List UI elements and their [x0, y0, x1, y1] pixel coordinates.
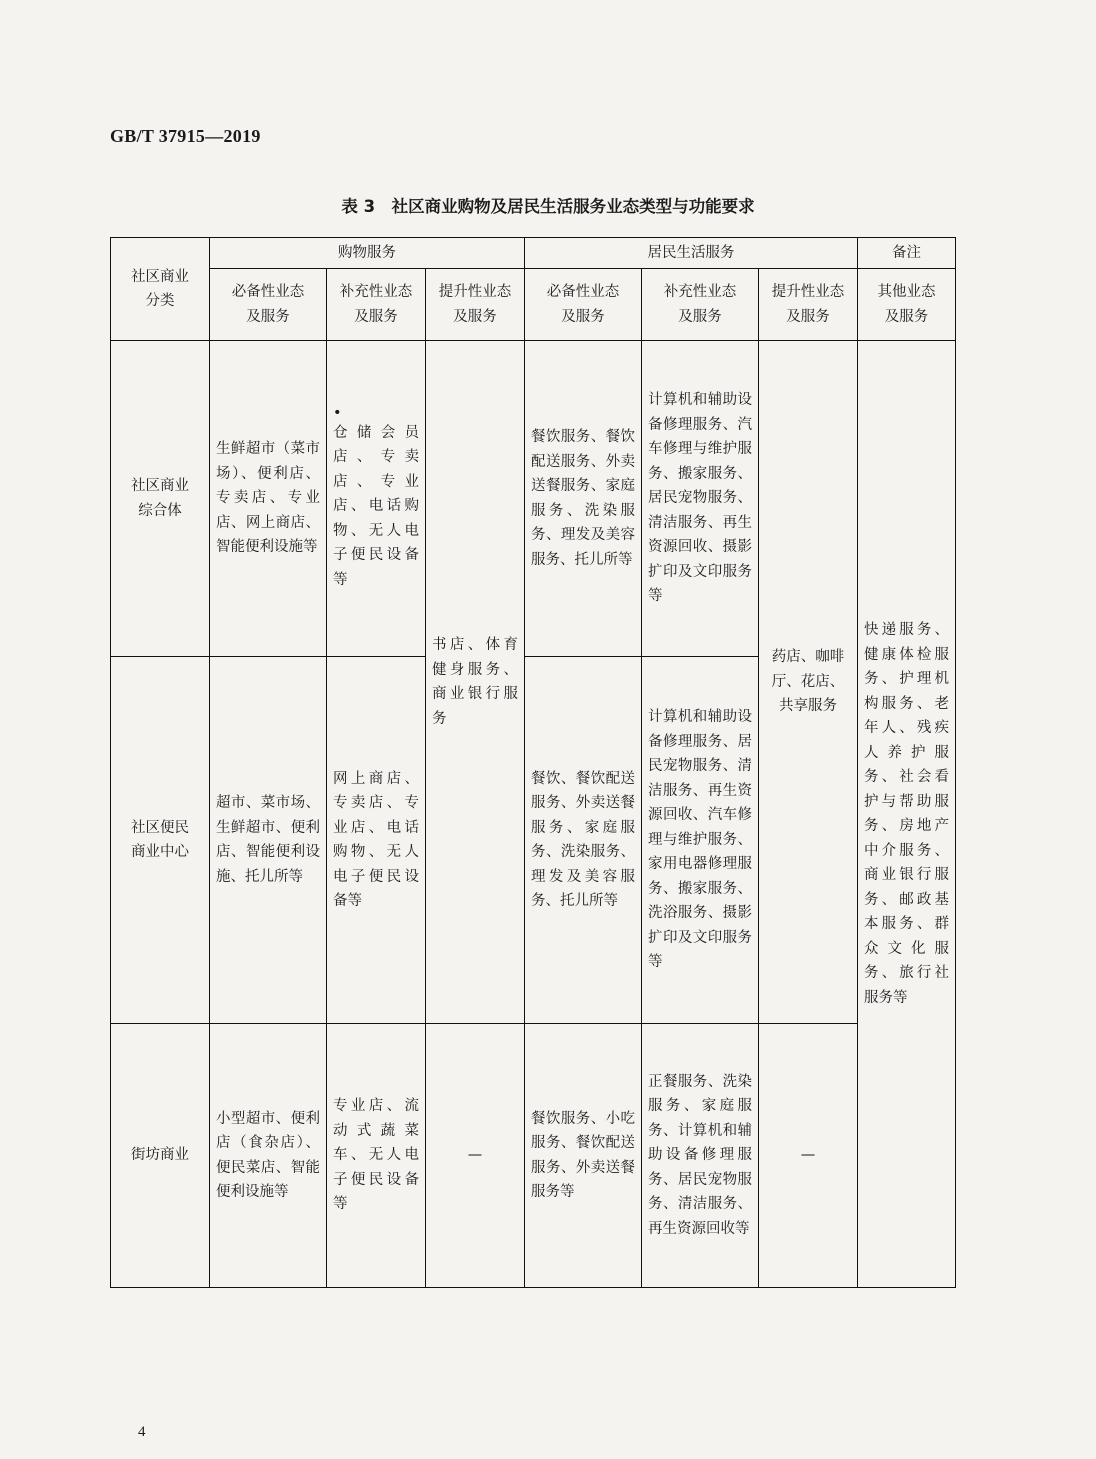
- header-shopping-services: 购物服务: [210, 238, 525, 269]
- header-shop-upgrade: 提升性业态 及服务: [426, 269, 525, 341]
- page-number: 4: [138, 1424, 146, 1440]
- header-category: 社区商业 分类: [111, 238, 210, 341]
- row-live-upgrade-shared: 药店、咖啡厅、花店、共享服务: [759, 341, 858, 1024]
- header-other: 其他业态 及服务: [858, 269, 956, 341]
- row-shop-required: 小型超市、便利店（食杂店）、便民菜店、智能便利设施等: [210, 1024, 327, 1288]
- header-live-supplementary: 补充性业态 及服务: [642, 269, 759, 341]
- business-format-table: [110, 237, 956, 1288]
- row-category: 街坊商业: [111, 1024, 210, 1288]
- row-live-required: 餐饮服务、小吃服务、餐饮配送服务、外卖送餐服务等: [525, 1024, 642, 1288]
- row-shop-supplementary: • 仓储会员店、专卖店、专业店、电话购物、无人电子便民设备等: [327, 341, 426, 657]
- row-live-supplementary: 正餐服务、洗染服务、家庭服务、计算机和辅助设备修理服务、居民宠物服务、清洁服务、再生资源回收等: [642, 1024, 759, 1288]
- header-living-services: 居民生活服务: [525, 238, 858, 269]
- row-shop-upgrade: —: [426, 1024, 525, 1288]
- row-category: 社区便民 商业中心: [111, 657, 210, 1024]
- table-row: [111, 341, 956, 657]
- header-remarks: 备注: [858, 238, 956, 269]
- bullet-mark: •: [333, 404, 342, 421]
- header-row-2: [111, 269, 956, 341]
- row-shop-upgrade-shared: 书店、体育健身服务、商业银行服务: [426, 341, 525, 1024]
- row-other-shared: 快递服务、健康体检服务、护理机构服务、老年人、残疾人养护服务、社会看护与帮助服务、房地产中介服务、商业银行服务、邮政基本服务、群众文化服务、旅行社服务等: [858, 341, 956, 1288]
- row-shop-supplementary: 专业店、流动式蔬菜车、无人电子便民设备等: [327, 1024, 426, 1288]
- row-shop-required: 超市、菜市场、生鲜超市、便利店、智能便利设施、托儿所等: [210, 657, 327, 1024]
- standard-code: GB/T 37915—2019: [110, 126, 261, 146]
- header-shop-supplementary: 补充性业态 及服务: [327, 269, 426, 341]
- row-live-supplementary: 计算机和辅助设备修理服务、汽车修理与维护服务、搬家服务、居民宠物服务、清洁服务、再生资源回收、摄影扩印及文印服务等: [642, 341, 759, 657]
- table-row: [111, 1024, 956, 1288]
- row-shop-required: 生鲜超市（菜市场）、便利店、专卖店、专业店、网上商店、智能便利设施等: [210, 341, 327, 657]
- row-live-upgrade: —: [759, 1024, 858, 1288]
- header-shop-required: 必备性业态 及服务: [210, 269, 327, 341]
- row-live-required: 餐饮、餐饮配送服务、外卖送餐服务、家庭服务、洗染服务、理发及美容服务、托儿所等: [525, 657, 642, 1024]
- header-live-required: 必备性业态 及服务: [525, 269, 642, 341]
- row-live-required: 餐饮服务、餐饮配送服务、外卖送餐服务、家庭服务、洗染服务、理发及美容服务、托儿所等: [525, 341, 642, 657]
- row-shop-supplementary: 网上商店、专卖店、专业店、电话购物、无人电子便民设备等: [327, 657, 426, 1024]
- row-category: 社区商业 综合体: [111, 341, 210, 657]
- row-live-supplementary: 计算机和辅助设备修理服务、居民宠物服务、清洁服务、再生资源回收、汽车修理与维护服务、家用电器修理服务、搬家服务、洗浴服务、摄影扩印及文印服务等: [642, 657, 759, 1024]
- table-caption: 表 3 社区商业购物及居民生活服务业态类型与功能要求: [341, 197, 755, 216]
- header-live-upgrade: 提升性业态 及服务: [759, 269, 858, 341]
- header-row-1: [111, 238, 956, 269]
